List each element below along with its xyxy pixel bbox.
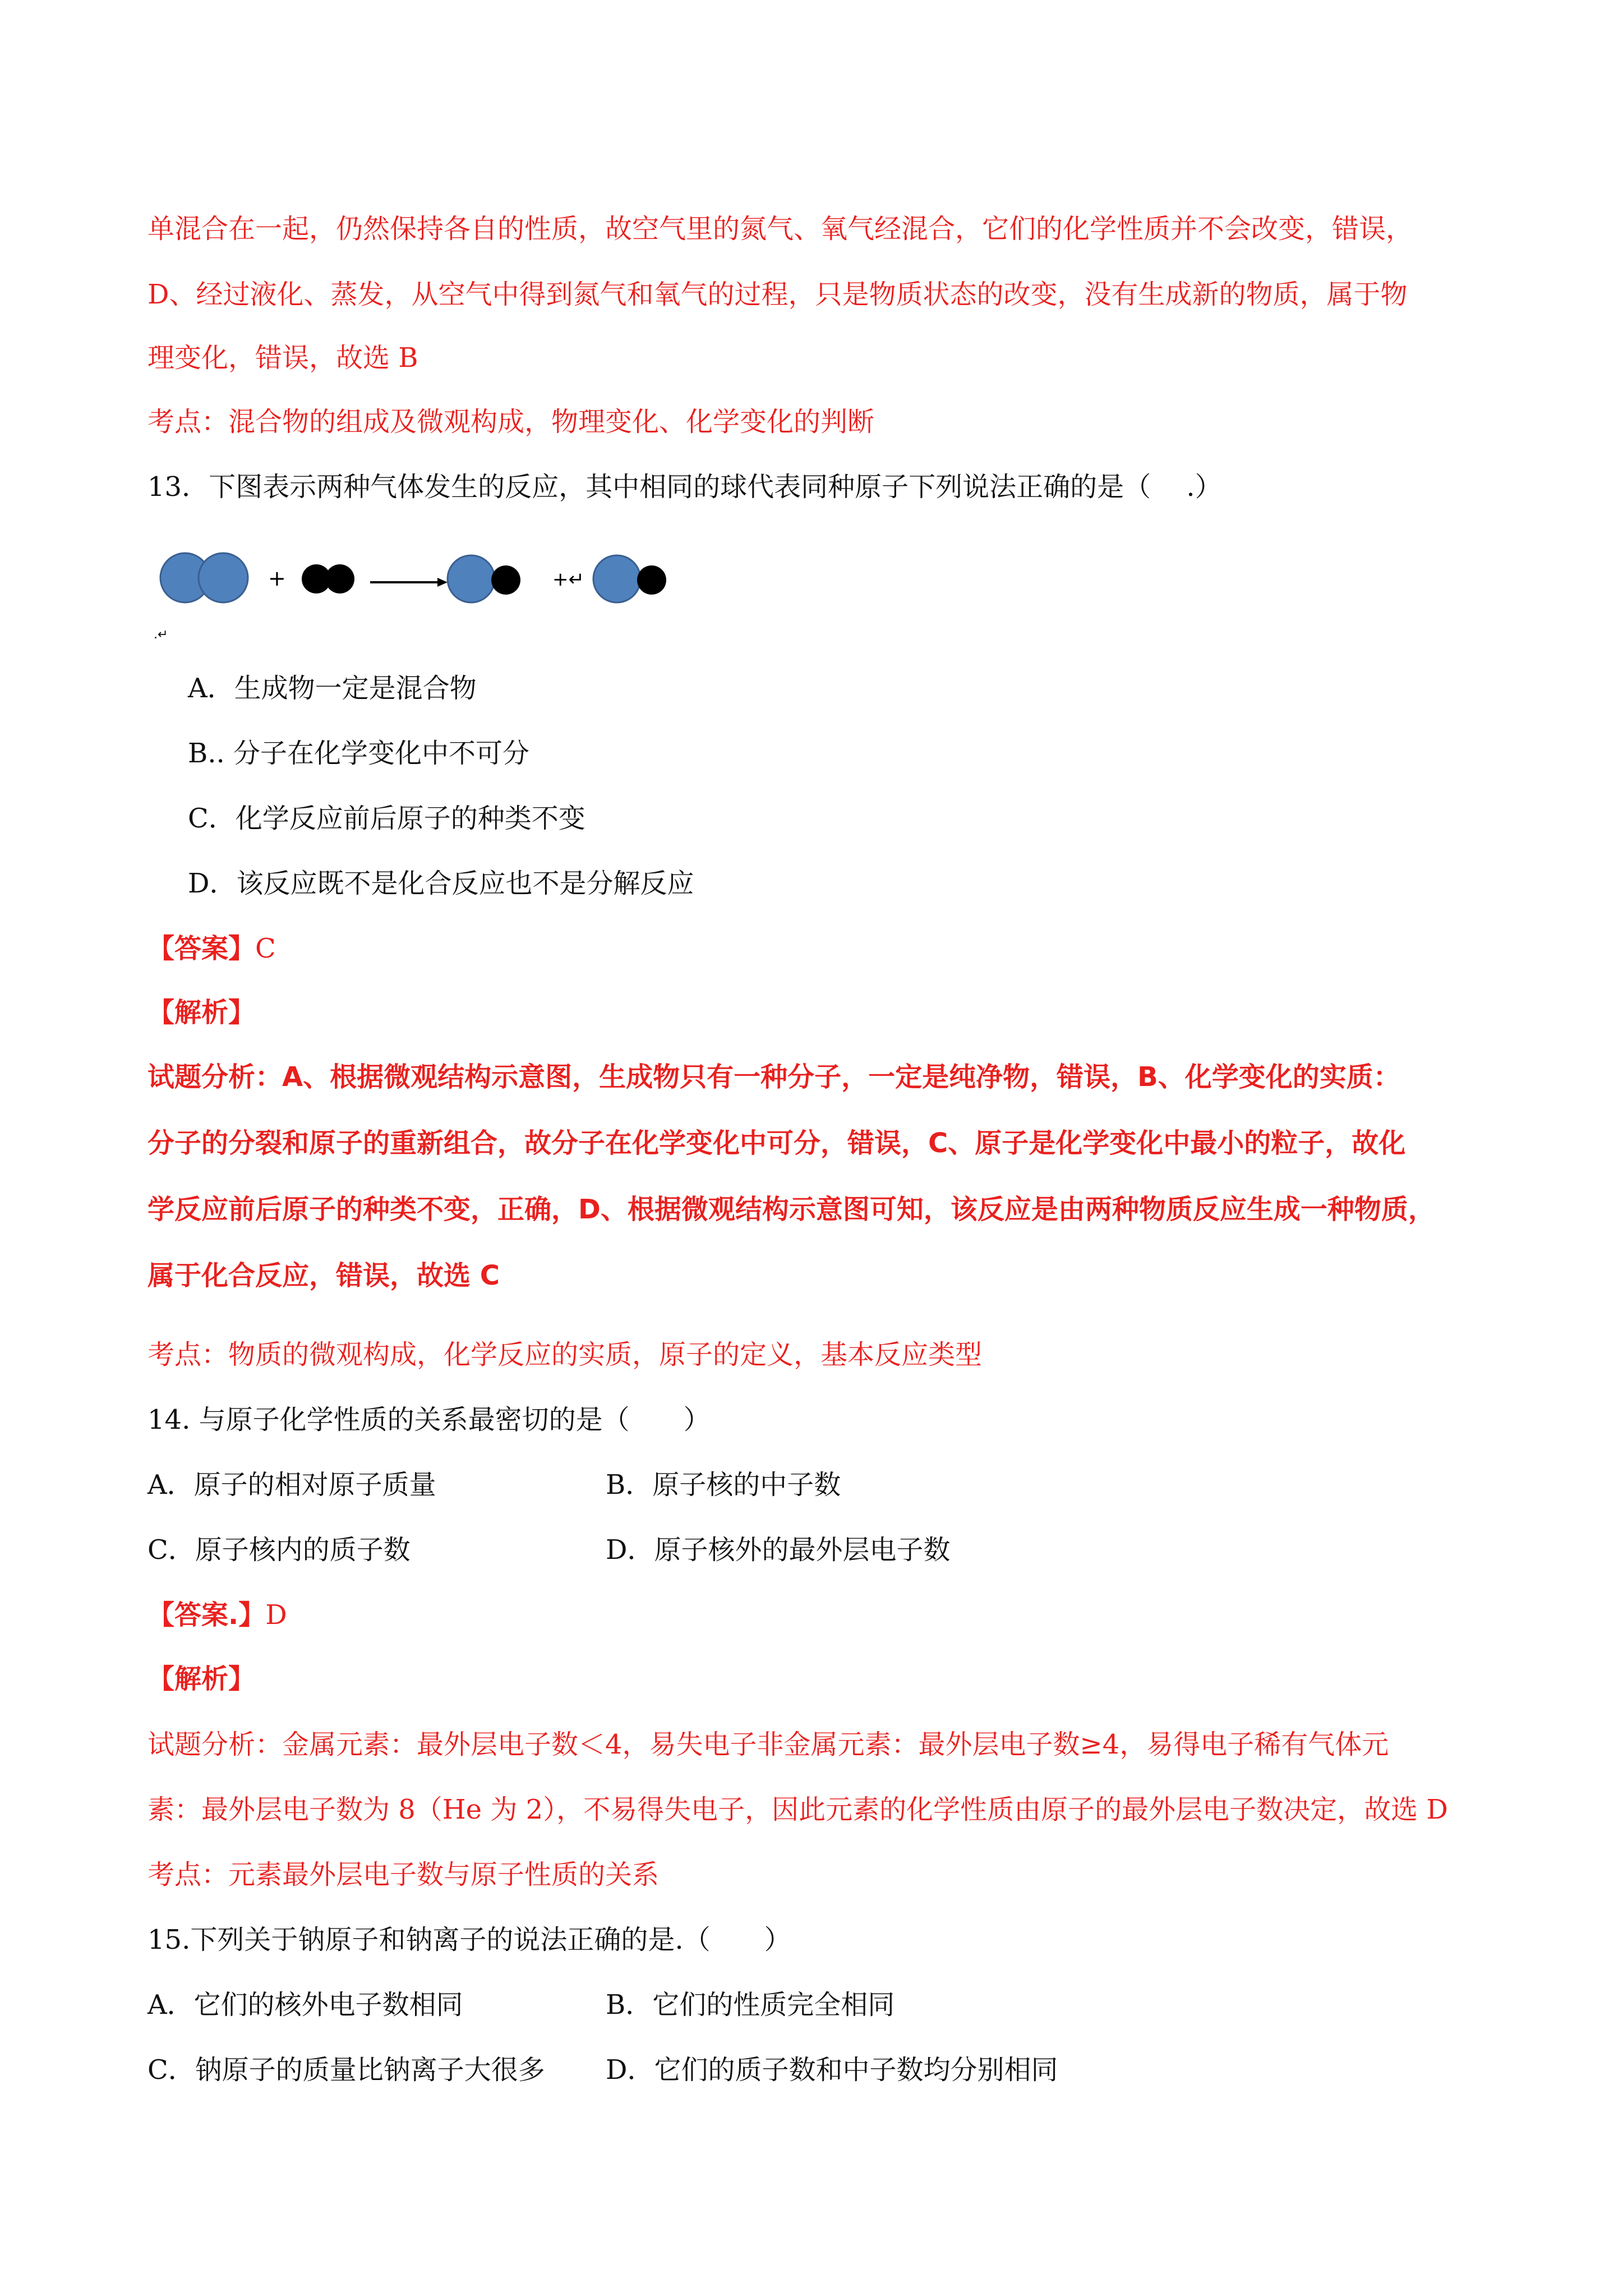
- small-atom: [325, 564, 354, 593]
- q13-stem: 13．下图表示两种气体发生的反应，其中相同的球代表同种原子下列说法正确的是（ .）: [147, 471, 1222, 503]
- q14-answer: [147, 1598, 287, 1632]
- plus-sign: +↵: [552, 568, 584, 591]
- large-atom: [199, 553, 248, 602]
- q15-stem: 15.下列关于钠原子和钠离子的说法正确的是.（ ）: [147, 1924, 791, 1955]
- q13-kaodian: 考点：物质的微观构成，化学反应的实质，原子的定义，基本反应类型: [147, 1339, 983, 1370]
- text-line: 理变化，错误，故选 B: [147, 342, 418, 374]
- q15-option-b: B．它们的性质完全相同: [606, 1989, 895, 2021]
- q14-option-d: D．原子核外的最外层电子数: [606, 1534, 951, 1566]
- reactant-molecule-1: [160, 553, 248, 602]
- reactant-molecule-2: [302, 564, 354, 593]
- answer-value: D: [265, 1599, 287, 1631]
- product-molecule-1: [448, 555, 520, 602]
- large-atom: [448, 555, 495, 602]
- q13-option-d: D．该反应既不是化合反应也不是分解反应: [188, 868, 694, 899]
- product-molecule-2: [593, 555, 666, 602]
- answer-label: 【答案.】: [147, 1599, 266, 1631]
- q15-option-c: C．钠原子的质量比钠离子大很多: [147, 2054, 545, 2086]
- plus-sign: +: [268, 566, 286, 591]
- q13-option-a: A．生成物一定是混合物: [188, 673, 477, 704]
- q13-analysis-label: 【解析】: [147, 997, 256, 1028]
- q14-analysis-line: 素：最外层电子数为 8（He 为 2），不易得失电子，因此元素的化学性质由原子的最外层电子数决定，故选 D: [147, 1794, 1448, 1825]
- q15-option-d: D．它们的质子数和中子数均分别相同: [606, 2054, 1058, 2086]
- q13-analysis-line: 学反应前后原子的种类不变，正确，D、根据微观结构示意图可知，该反应是由两种物质反应生成一种物质，: [147, 1194, 1435, 1225]
- q13-analysis-line: 试题分析：A、根据微观结构示意图，生成物只有一种分子，一定是纯净物，错误，B、化学变化的实质：: [147, 1061, 1400, 1093]
- q14-option-a: A．原子的相对原子质量: [147, 1469, 436, 1501]
- reaction-arrow: [370, 578, 448, 587]
- text-line: 单混合在一起，仍然保持各自的性质，故空气里的氮气、氧气经混合，它们的化学性质并不会改变，错误，: [147, 213, 1413, 245]
- q15-option-a: A．它们的核外电子数相同: [147, 1989, 463, 2021]
- q14-stem: 14. 与原子化学性质的关系最密切的是（ ）: [147, 1404, 711, 1435]
- q13-answer: [147, 932, 276, 965]
- answer-label: 【答案】: [147, 933, 256, 964]
- q14-analysis-label: 【解析】: [147, 1663, 256, 1695]
- q13-analysis-line: 属于化合反应，错误，故选 C: [147, 1260, 500, 1291]
- q14-option-b: B．原子核的中子数: [606, 1469, 841, 1501]
- text-line: D、经过液化、蒸发，从空气中得到氮气和氧气的过程，只是物质状态的改变，没有生成新的物质，属于物: [147, 279, 1408, 310]
- answer-value: C: [255, 933, 276, 964]
- large-atom: [593, 555, 640, 602]
- kaodian-line: 考点：混合物的组成及微观构成，物理变化、化学变化的判断: [147, 406, 875, 438]
- q14-analysis-line: 试题分析：金属元素：最外层电子数＜4，易失电子非金属元素：最外层电子数≥4，易得电子稀有气体元: [147, 1729, 1389, 1760]
- return-mark: .↵: [154, 628, 168, 642]
- small-atom: [491, 565, 520, 595]
- q13-option-c: C．化学反应前后原子的种类不变: [188, 803, 585, 834]
- q13-analysis-line: 分子的分裂和原子的重新组合，故分子在化学变化中可分，错误，C、原子是化学变化中最小的粒子，故化: [147, 1128, 1406, 1159]
- small-atom: [637, 565, 666, 595]
- reaction-diagram: [151, 539, 690, 651]
- q14-option-c: C．原子核内的质子数: [147, 1534, 411, 1566]
- q14-kaodian: 考点：元素最外层电子数与原子性质的关系: [147, 1859, 660, 1890]
- q13-option-b: B.. 分子在化学变化中不可分: [188, 738, 530, 769]
